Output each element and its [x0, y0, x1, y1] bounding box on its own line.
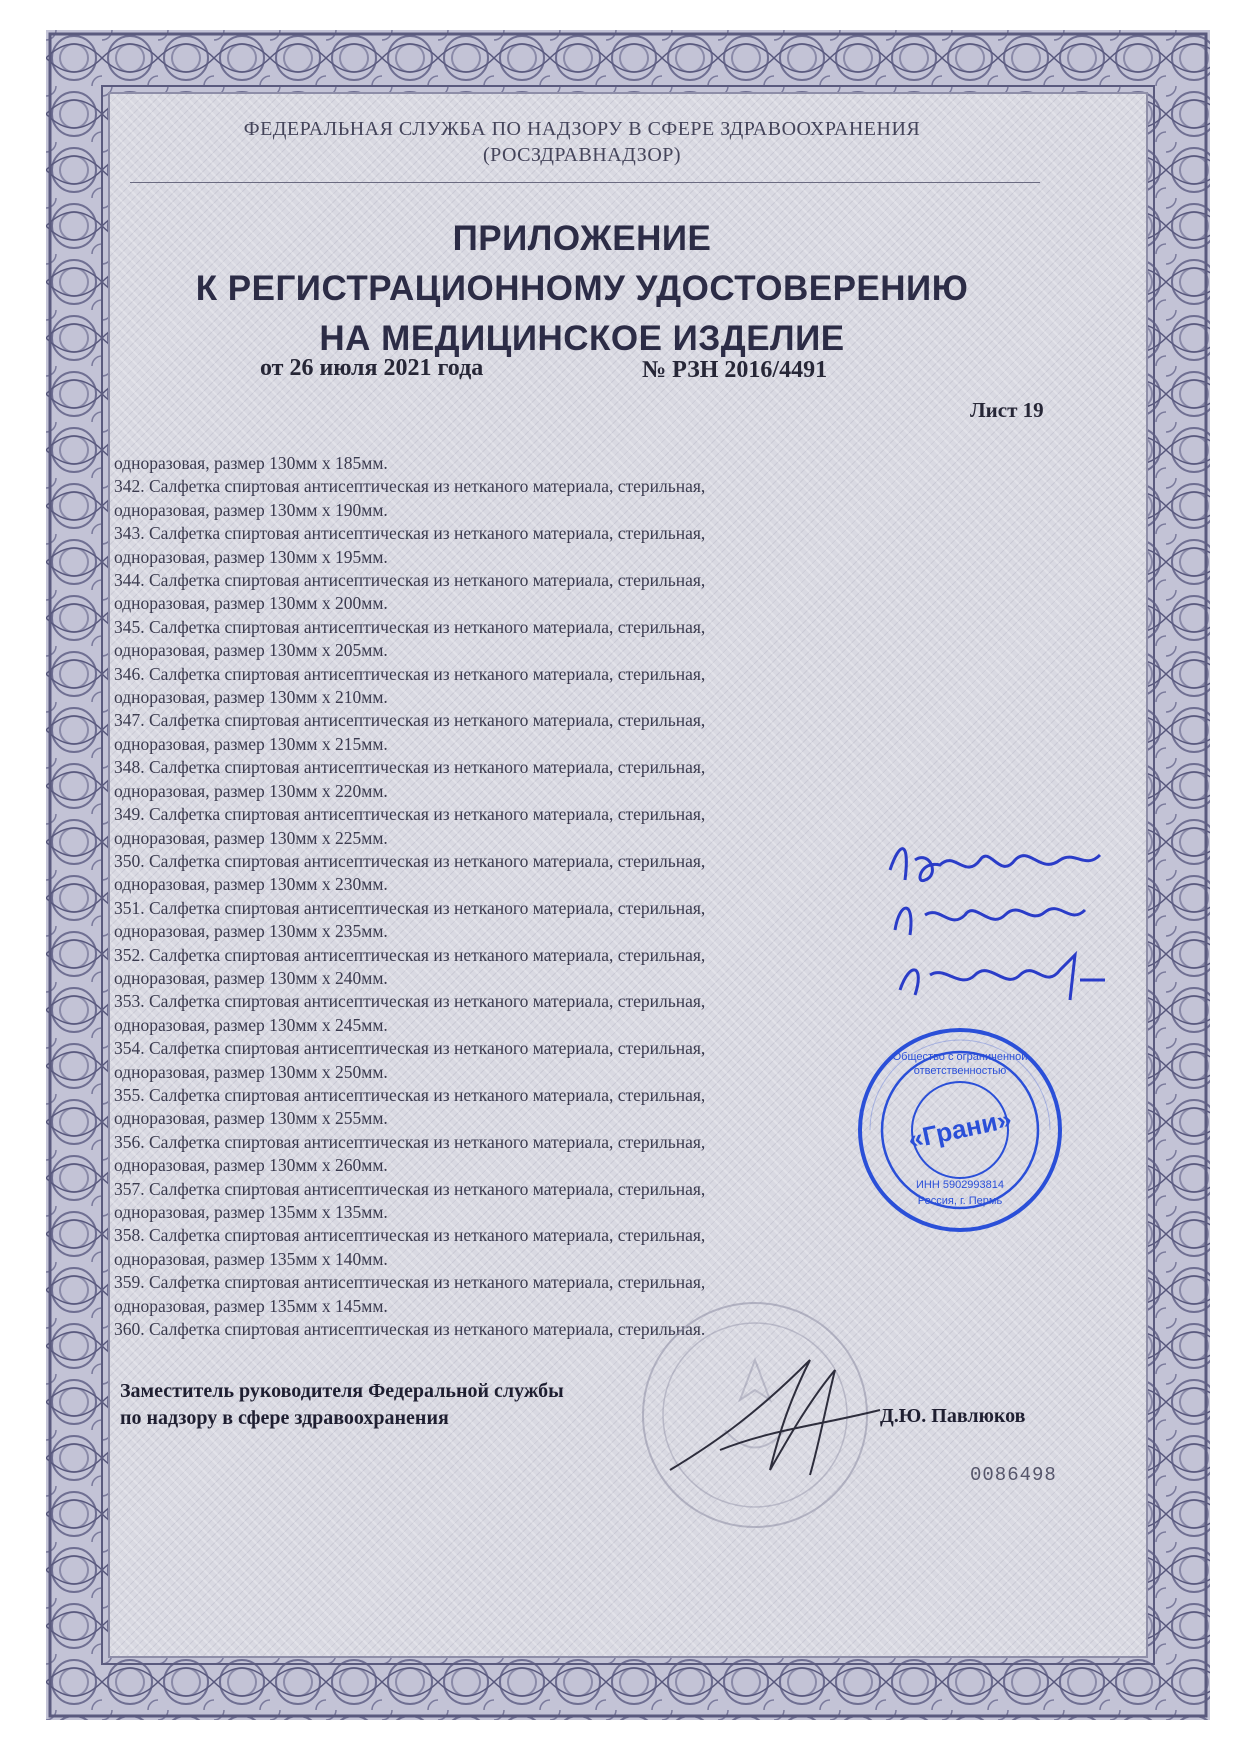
agency-name — [0, 116, 1164, 168]
product-list-line: одноразовая, размер 130мм х 215мм. — [114, 733, 388, 754]
product-list-line: 344. Салфетка спиртовая антисептическая из нетканого материала, стерильная, — [114, 570, 706, 591]
sheet-number: Лист 19 — [970, 398, 1044, 422]
product-list-line: одноразовая, размер 135мм х 145мм. — [114, 1295, 388, 1316]
product-list-line: одноразовая, размер 130мм х 185мм. — [114, 453, 388, 473]
product-list-line: одноразовая, размер 130мм х 195мм. — [114, 546, 388, 567]
serial-number: 0086498 — [970, 1464, 1057, 1486]
product-list-line: 356. Салфетка спиртовая антисептическая из нетканого материала, стерильная, — [114, 1131, 706, 1152]
product-list-line: 345. Салфетка спиртовая антисептическая из нетканого материала, стерильная, — [114, 616, 706, 637]
product-list-line: одноразовая, размер 130мм х 240мм. — [114, 967, 388, 988]
product-list-line: одноразовая, размер 130мм х 205мм. — [114, 640, 388, 661]
product-list-line: одноразовая, размер 130мм х 235мм. — [114, 921, 388, 942]
agency-line-1: ФЕДЕРАЛЬНАЯ СЛУЖБА ПО НАДЗОРУ В СФЕРЕ ЗДРАВООХРАНЕНИЯ — [243, 118, 921, 140]
registration-number: № РЗН 2016/4491 — [642, 357, 828, 383]
title-line-3: НА МЕДИЦИНСКОЕ ИЗДЕЛИЕ — [319, 319, 845, 358]
issue-date: от 26 июля 2021 года — [260, 355, 484, 381]
product-list-line: одноразовая, размер 130мм х 260мм. — [114, 1155, 388, 1176]
product-list-line: одноразовая, размер 135мм х 135мм. — [114, 1202, 388, 1222]
product-list-line: 350. Салфетка спиртовая антисептическая из нетканого материала, стерильная, — [114, 850, 706, 871]
product-list-line: 342. Салфетка спиртовая антисептическая из нетканого материала, стерильная, — [114, 476, 706, 497]
svg-text:Общество с ограниченной: Общество с ограниченной — [892, 1051, 1028, 1063]
company-seal — [850, 1020, 1070, 1240]
product-list-line: 349. Салфетка спиртовая антисептическая из нетканого материала, стерильная, — [114, 804, 706, 825]
product-list-line: 354. Салфетка спиртовая антисептическая из нетканого материала, стерильная, — [114, 1038, 706, 1059]
product-list-line: 348. Салфетка спиртовая антисептическая из нетканого материала, стерильная, — [114, 757, 706, 778]
header-divider — [130, 182, 1040, 183]
handwritten-certification — [870, 830, 1110, 1020]
svg-text:ответственностью: ответственностью — [913, 1065, 1007, 1077]
signatory-position-line-2: по надзору в сфере здравоохранения — [120, 1407, 449, 1429]
signature-scribble — [660, 1340, 890, 1490]
product-list-line: 347. Салфетка спиртовая антисептическая из нетканого материала, стерильная, — [114, 710, 706, 731]
product-list-line: одноразовая, размер 130мм х 255мм. — [114, 1108, 388, 1129]
svg-text:ИНН 5902993814: ИНН 5902993814 — [915, 1179, 1005, 1191]
product-list-line: 360. Салфетка спиртовая антисептическая из нетканого материала, стерильная. — [114, 1319, 706, 1340]
document-title — [0, 214, 1164, 364]
product-list-line: 353. Салфетка спиртовая антисептическая из нетканого материала, стерильная, — [114, 991, 706, 1012]
signatory-position-line-1: Заместитель руководителя Федеральной службы — [120, 1380, 564, 1402]
product-list-line: 352. Салфетка спиртовая антисептическая из нетканого материала, стерильная, — [114, 944, 706, 965]
product-list-line: одноразовая, размер 130мм х 230мм. — [114, 874, 388, 895]
product-list-line: 359. Салфетка спиртовая антисептическая из нетканого материала, стерильная, — [114, 1272, 706, 1293]
product-list-line: 343. Салфетка спиртовая антисептическая из нетканого материала, стерильная, — [114, 523, 706, 544]
product-list-line: одноразовая, размер 130мм х 250мм. — [114, 1061, 388, 1082]
signatory-name: Д.Ю. Павлюков — [880, 1405, 1026, 1427]
product-list-line: одноразовая, размер 130мм х 245мм. — [114, 1014, 388, 1035]
product-list-line: одноразовая, размер 130мм х 225мм. — [114, 827, 388, 848]
product-list-line: одноразовая, размер 135мм х 140мм. — [114, 1248, 388, 1269]
svg-text:«Грани»: «Грани» — [905, 1103, 1015, 1155]
product-list-line: 358. Салфетка спиртовая антисептическая из нетканого материала, стерильная, — [114, 1225, 706, 1246]
product-list-line: одноразовая, размер 130мм х 220мм. — [114, 780, 388, 801]
svg-text:Россия, г. Пермь: Россия, г. Пермь — [917, 1195, 1003, 1207]
product-list-line: 346. Салфетка спиртовая антисептическая из нетканого материала, стерильная, — [114, 663, 706, 684]
product-list-line: 351. Салфетка спиртовая антисептическая из нетканого материала, стерильная, — [114, 897, 706, 918]
product-list-line: 357. Салфетка спиртовая антисептическая из нетканого материала, стерильная, — [114, 1178, 706, 1199]
product-list-line: одноразовая, размер 130мм х 210мм. — [114, 687, 388, 708]
product-list-line: одноразовая, размер 130мм х 190мм. — [114, 499, 388, 520]
agency-line-2: (РОСЗДРАВНАДЗОР) — [482, 144, 682, 166]
title-line-1: ПРИЛОЖЕНИЕ — [452, 219, 712, 258]
product-list-line: одноразовая, размер 130мм х 200мм. — [114, 593, 388, 614]
product-list-line: 355. Салфетка спиртовая антисептическая из нетканого материала, стерильная, — [114, 1084, 706, 1105]
title-line-2: К РЕГИСТРАЦИОННОМУ УДОСТОВЕРЕНИЮ — [195, 269, 969, 308]
signatory-position — [120, 1378, 564, 1432]
